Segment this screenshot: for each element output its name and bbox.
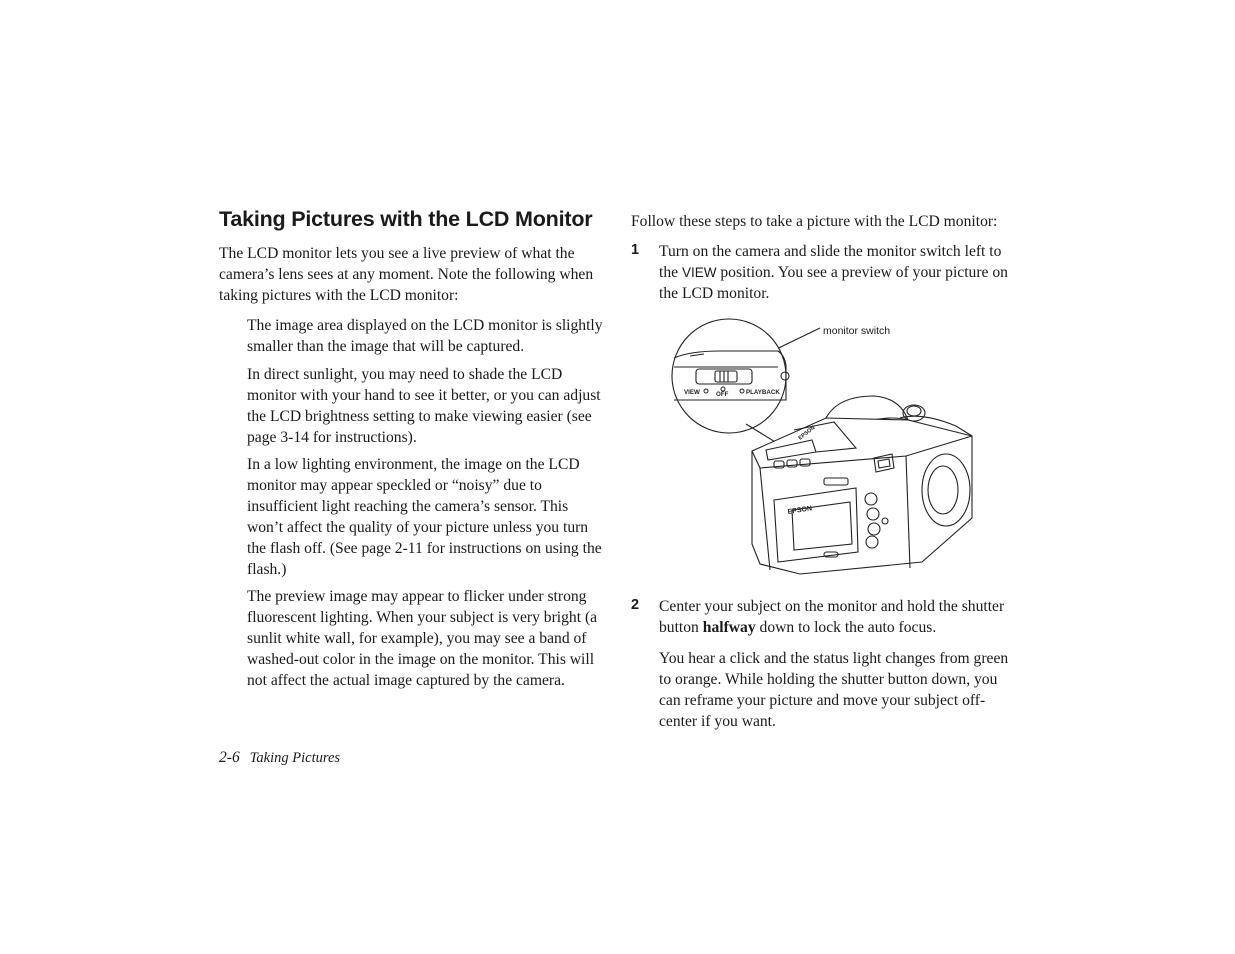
camera-back-brand: EPSON bbox=[787, 505, 813, 516]
page-title: Taking Pictures with the LCD Monitor bbox=[219, 207, 593, 231]
intro-paragraph: The LCD monitor lets you see a live preview of what the camera’s lens sees at any moment. Note the following when taking pictures with the LCD monitor: bbox=[219, 245, 594, 304]
page-number: 2-6 bbox=[219, 749, 240, 766]
note-item: In a low lighting environment, the image on the LCD monitor may appear speckled or “noisy” due to insufficient light reaching the camera’s sensor. This won’t affect the quality of your picture unless you turn the flash off. (See page 2-11 for instructions on using the flash.) bbox=[247, 456, 602, 578]
view-keyword: VIEW bbox=[681, 265, 717, 280]
page-footer bbox=[219, 749, 340, 767]
switch-playback-label: PLAYBACK bbox=[746, 389, 780, 396]
switch-off-label: OFF bbox=[716, 391, 729, 398]
step-detail: You hear a click and the status light changes from green to orange. While holding the shutter button down, you can reframe your picture and move your subject off-center if you want. bbox=[659, 650, 1009, 730]
step-text: Turn on the camera and slide the monitor switch left to the VIEW position. You see a preview of your picture on the LCD monitor. bbox=[659, 243, 1008, 302]
step-number: 2 bbox=[631, 597, 640, 613]
steps-intro: Follow these steps to take a picture with the LCD monitor: bbox=[631, 213, 998, 230]
camera-illustration bbox=[660, 318, 980, 578]
note-item: In direct sunlight, you may need to shade the LCD monitor with your hand to see it better, or you can adjust the LCD brightness setting to make viewing easier (see page 3-14 for instructions). bbox=[247, 366, 601, 446]
switch-view-label: VIEW bbox=[684, 389, 700, 396]
halfway-keyword: halfway bbox=[702, 619, 756, 636]
camera-top-brand: EPSON bbox=[797, 424, 817, 442]
section-name: Taking Pictures bbox=[249, 750, 341, 766]
step-number: 1 bbox=[631, 242, 640, 258]
note-item: The image area displayed on the LCD monitor is slightly smaller than the image that will be captured. bbox=[247, 317, 603, 355]
monitor-switch-callout: monitor switch bbox=[823, 325, 891, 337]
note-item: The preview image may appear to flicker under strong fluorescent lighting. When your subject is very bright (a sunlit white wall, for example), you may see a band of washed-out color in the image on the monitor. This will not affect the actual image captured by the camera. bbox=[247, 588, 598, 689]
step-text: Center your subject on the monitor and hold the shutter button halfway down to lock the auto focus. bbox=[659, 598, 1005, 636]
